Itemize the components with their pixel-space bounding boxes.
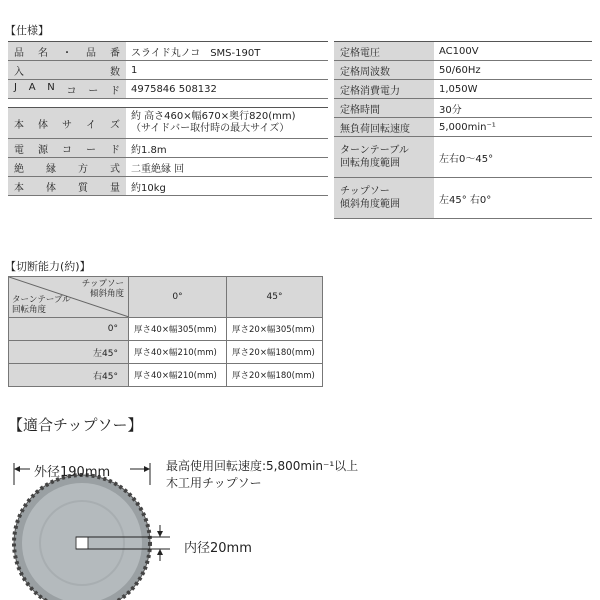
cut-row-label: 左45° xyxy=(9,341,129,364)
cut-row-label: 0° xyxy=(9,318,129,341)
spec-row xyxy=(334,118,592,137)
cut-cell: 厚さ20×幅180(mm) xyxy=(227,364,323,387)
spec-label: 定格周波数 xyxy=(334,61,434,80)
spec-row xyxy=(8,158,328,177)
spec-label: 本 体 質 量 xyxy=(14,182,120,194)
spec-label: 電 源 コ ー ド xyxy=(14,144,120,156)
spec-value: 4975846 508132 xyxy=(126,80,328,99)
max-speed-text: 最高使用回転速度:5,800min⁻¹以上 xyxy=(166,459,359,473)
blade-heading: 【適合チップソー】 xyxy=(8,416,143,434)
spec-row xyxy=(8,139,328,158)
spec-label: チップソー 傾斜角度範囲 xyxy=(334,178,434,219)
spec-row xyxy=(334,80,592,99)
spec-label: 絶 縁 方 式 xyxy=(14,163,120,175)
cut-table xyxy=(8,276,323,387)
spec-label: 本 体 サ イ ズ xyxy=(14,119,120,131)
cut-cell: 厚さ40×幅210(mm) xyxy=(129,364,227,387)
spec-table-left xyxy=(8,41,328,196)
spec-row xyxy=(8,80,328,99)
cut-row xyxy=(9,364,323,387)
spec-value: 約 高さ460×幅670×奥行820(mm) （サイドバー取付時の最大サイズ） xyxy=(126,108,328,139)
spec-label: 定格電圧 xyxy=(334,42,434,61)
spec-value: 50/60Hz xyxy=(434,61,592,80)
cut-cell: 厚さ40×幅305(mm) xyxy=(129,318,227,341)
spec-row xyxy=(334,178,592,219)
spec-table-right xyxy=(334,41,592,219)
spec-value: AC100V xyxy=(434,42,592,61)
spec-label: 品 名 ・ 品 番 xyxy=(14,47,120,59)
cut-row xyxy=(9,341,323,364)
inner-diameter-label: 内径20mm xyxy=(184,541,252,556)
spec-row xyxy=(334,137,592,178)
blade-type-text: 木工用チップソー xyxy=(166,476,262,490)
cut-col-header: 0° xyxy=(129,277,227,318)
spec-row xyxy=(8,108,328,139)
spec-label: 入 数 xyxy=(14,66,120,78)
spec-label: 定格時間 xyxy=(334,99,434,118)
spec-label: 定格消費電力 xyxy=(334,80,434,99)
cut-row-label: 右45° xyxy=(9,364,129,387)
cut-cell: 厚さ40×幅210(mm) xyxy=(129,341,227,364)
spec-value: 二重絶縁 回 xyxy=(126,158,328,177)
cut-col-header: 45° xyxy=(227,277,323,318)
spec-value: スライド丸ノコ SMS-190T xyxy=(126,42,328,61)
cut-heading: 【切断能力(約)】 xyxy=(5,260,91,273)
spec-value: 30分 xyxy=(434,99,592,118)
spec-value: 5,000min⁻¹ xyxy=(434,118,592,137)
cut-row xyxy=(9,318,323,341)
spec-value: 約1.8m xyxy=(126,139,328,158)
spec-value: 左45° 右0° xyxy=(434,178,592,219)
outer-diameter-label: 外径190mm xyxy=(34,465,111,480)
spec-row xyxy=(8,61,328,80)
spec-row xyxy=(334,61,592,80)
spec-value: 約10kg xyxy=(126,177,328,196)
cut-header-row xyxy=(9,277,323,318)
spec-label: J A N コ ー ド xyxy=(14,81,120,97)
spec-row xyxy=(8,177,328,196)
spec-row xyxy=(8,42,328,61)
spec-row xyxy=(334,99,592,118)
cut-cell: 厚さ20×幅305(mm) xyxy=(227,318,323,341)
spec-label: ターンテーブル 回転角度範囲 xyxy=(334,137,434,178)
spec-row xyxy=(334,42,592,61)
spec-value: 1 xyxy=(126,61,328,80)
cut-corner-cell: チップソー 傾斜角度 ターンテーブル 回転角度 xyxy=(9,277,129,318)
cut-cell: 厚さ20×幅180(mm) xyxy=(227,341,323,364)
spec-heading: 【仕様】 xyxy=(5,24,49,37)
spec-value: 1,050W xyxy=(434,80,592,99)
spec-value: 左右0〜45° xyxy=(434,137,592,178)
spec-label: 無負荷回転速度 xyxy=(334,118,434,137)
